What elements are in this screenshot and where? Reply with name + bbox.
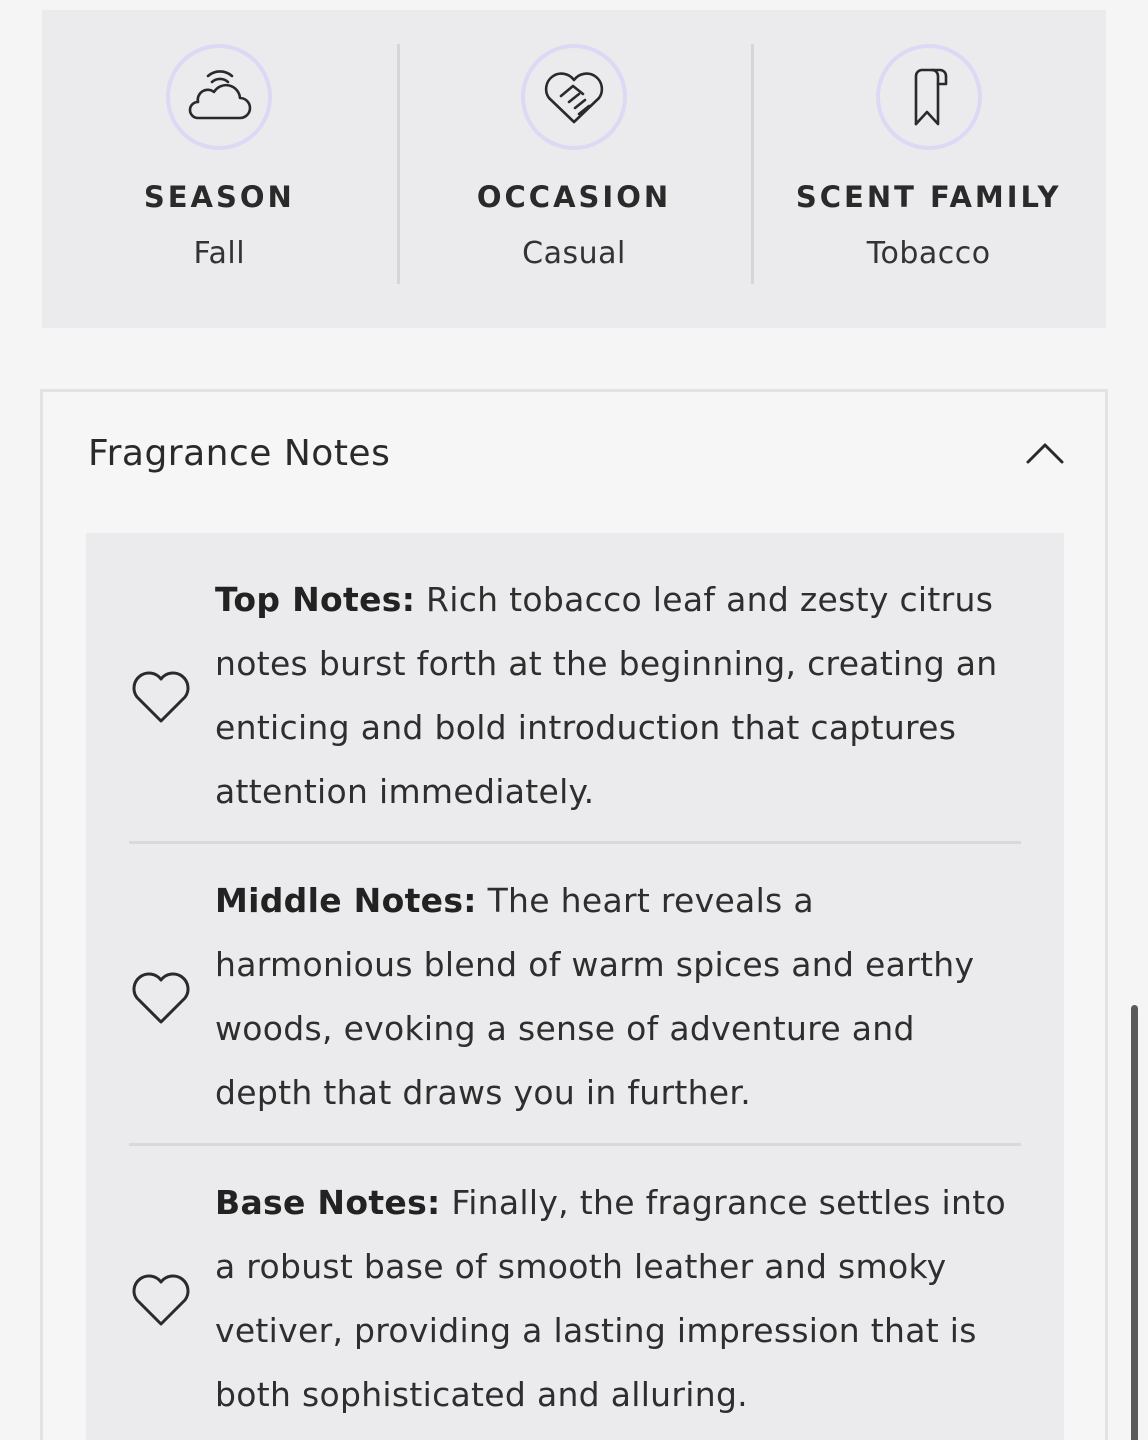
- note-divider: [129, 841, 1021, 844]
- note-item-base: [129, 1171, 1021, 1427]
- note-divider: [129, 1143, 1021, 1146]
- fragrance-attributes-card: [42, 10, 1106, 328]
- note-label: Base Notes:: [215, 1183, 441, 1222]
- heart-handshake-icon: [521, 44, 627, 150]
- note-text: [215, 568, 1021, 824]
- attribute-season: [42, 10, 397, 328]
- attribute-label: OCCASION: [476, 180, 672, 214]
- bookmark-icon: [876, 44, 982, 150]
- note-label: Top Notes:: [215, 580, 416, 619]
- heart-icon: [129, 968, 215, 1026]
- cloud-icon: [166, 44, 272, 150]
- scrollbar-thumb[interactable]: [1131, 1005, 1138, 1440]
- attribute-occasion: [397, 10, 752, 328]
- attribute-value: Casual: [522, 236, 626, 271]
- chevron-up-icon[interactable]: [1025, 441, 1065, 465]
- accordion-header[interactable]: [88, 392, 1065, 514]
- attribute-value: Fall: [193, 236, 246, 271]
- attribute-label: SEASON: [143, 180, 295, 214]
- attribute-value: Tobacco: [866, 236, 991, 271]
- attribute-scent-family: [751, 10, 1106, 328]
- heart-icon: [129, 1270, 215, 1328]
- note-label: Middle Notes:: [215, 881, 477, 920]
- accordion-title: Fragrance Notes: [88, 432, 391, 474]
- note-item-middle: [129, 869, 1021, 1125]
- notes-list: [86, 533, 1064, 1440]
- fragrance-notes-accordion: [40, 389, 1108, 1440]
- note-description: The heart reveals a harmonious blend of warm spices and earthy woods, evoking a sense of adventure and depth that draws you in further.: [215, 881, 975, 1112]
- note-item-top: [129, 568, 1021, 824]
- note-description: Rich tobacco leaf and zesty citrus notes burst forth at the beginning, creating an enticing and bold introduction that captures attention immediately.: [215, 580, 998, 811]
- note-description: Finally, the fragrance settles into a robust base of smooth leather and smoky vetiver, providing a lasting impression that is both sophisticated and alluring.: [215, 1183, 1006, 1414]
- note-text: [215, 1171, 1021, 1427]
- note-text: [215, 869, 1021, 1125]
- attribute-label: SCENT FAMILY: [795, 180, 1062, 214]
- heart-icon: [129, 667, 215, 725]
